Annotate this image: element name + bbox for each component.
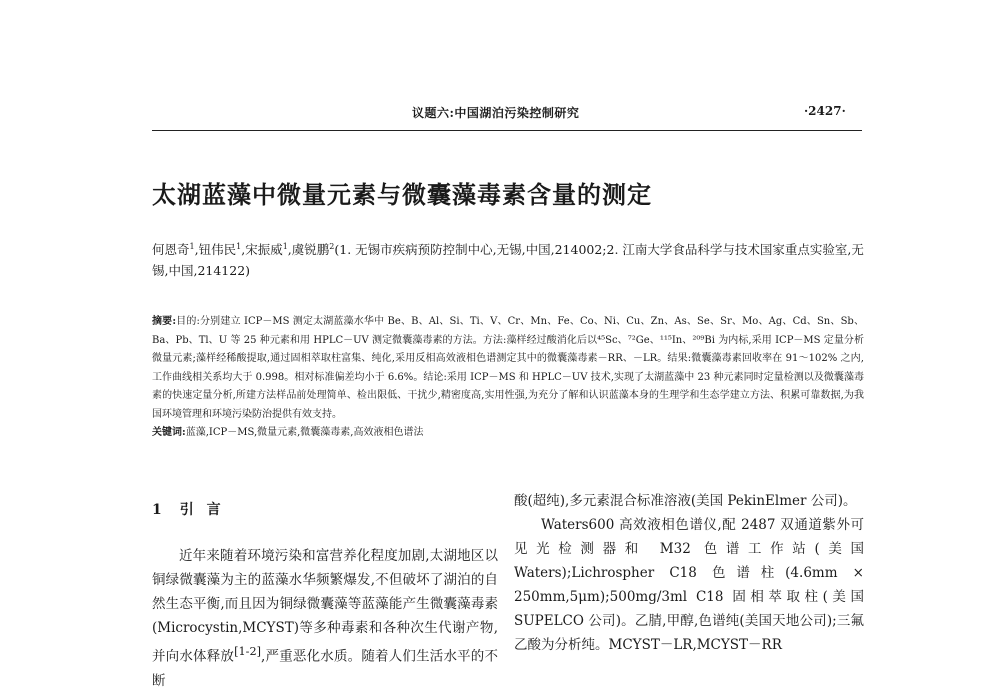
abstract-text: 目的:分别建立 ICP－MS 测定太湖蓝藻水华中 Be、B、Al、Si、Ti、V、Cr、Mn、Fe、Co、Ni、Cu、Zn、As、Se、Sr、Mo、Ag、Cd、Sn、Sb、Ba、Pb、Tl、U 等 25 种元素和用 HPLC－UV 测定微囊藻毒素的方法。方法:藻样经过酸消化后以⁴⁵Sc、⁷²Ge、¹¹⁵In、²⁰⁹Bi 为内标,采用 ICP－MS 定量分析微量元素;藻样经稀酸提取,通过固相萃取柱富集、纯化,采用反相高效液相色谱测定其中的微囊藻毒素－RR、－LR。结果:微囊藻毒素回收率在 91～102% 之内,工作曲线相关系均大于 0.998。相对标准偏差均小于 6.6%。结论:采用 ICP－MS 和 HPLC－UV 技术,实现了太湖蓝藻中 23 种元素同时定量检测以及微囊藻毒素的快速定量分析,所建方法样品前处理简单、检出限低、干扰少,精密度高,实用性强,为充分了解和认识蓝藻本身的生理学和生态学建立方法、积累可靠数据,为我国环境管理和环境污染防治提供有效支持。: [152, 316, 864, 420]
author-name: 钮伟民: [198, 242, 237, 258]
right-column: [514, 489, 864, 657]
citation-reference: [1-2]: [234, 645, 262, 658]
author-affiliation-mark: 2: [329, 242, 335, 251]
header-rule: [152, 130, 862, 131]
intro-paragraph: [152, 544, 498, 693]
page-number: ·2427·: [804, 104, 846, 118]
left-column: [152, 498, 498, 693]
section-number: 1: [152, 502, 166, 518]
keywords-label: 关键词:: [152, 427, 186, 438]
instruments-paragraph: Waters600 高效液相色谱仪,配 2487 双通道紫外可见光检测器和 M32 色谱工作站(美国 Waters);Lichrospher C18 色谱柱(4.6mm × 250mm,5μm);500mg/3ml C18 固相萃取柱(美国 SUPELCO 公司)。乙腈,甲醇,色谱纯(美国天地公司);三氟乙酸为分析纯。MCYST－LR,MCYST－RR: [514, 517, 864, 653]
affiliations: (1. 无锡市疾病预防控制中心,无锡,中国,214002;2. 江南大学食品科学与技术国家重点实验室,无锡,中国,214122): [152, 242, 864, 279]
reagents-paragraph: 酸(超纯),多元素混合标准溶液(美国 PekinElmer 公司)。: [514, 493, 857, 509]
intro-text: 近年来随着环境污染和富营养化程度加剧,太湖地区以铜绿微囊藻为主的蓝藻水华频繁爆发,不但破坏了湖泊的自然生态平衡,而且因为铜绿微囊藻等蓝藻能产生微囊藻毒素(Microcystin,MCYST)等多种毒素和各种次生代谢产物,并向水体释放: [152, 548, 498, 665]
section-heading: [152, 498, 498, 522]
section-title: 引 言: [179, 502, 225, 518]
abstract: [152, 313, 864, 424]
author-affiliation-mark: 1: [236, 242, 242, 251]
abstract-label: 摘要:: [152, 316, 177, 327]
author-name: 宋振威: [245, 242, 283, 258]
abstract-block: [152, 313, 864, 443]
keywords-text: 蓝藻,ICP－MS,微量元素,微囊藻毒素,高效液相色谱法: [185, 427, 424, 438]
author-affiliation-mark: 1: [189, 242, 195, 251]
author-name: 何恩奇: [152, 242, 190, 258]
intro-text-continued: ,严重恶化水质。随着人们生活水平的不断: [152, 648, 498, 689]
article-title: 太湖蓝藻中微量元素与微囊藻毒素含量的测定: [152, 181, 652, 209]
running-header: 议题六:中国湖泊污染控制研究: [412, 106, 580, 120]
author-block: 何恩奇$^1$,钮伟民$^1$,宋振威$^1$,虞锐鹏$^2$(1. 无锡市疾病预防控制中心,无锡,中国,214002;2. 江南大学食品科学与技术国家重点实验室,无锡,中国,214122): [152, 242, 864, 279]
keywords: [152, 424, 864, 443]
author-affiliation-mark: 1: [282, 242, 288, 251]
author-name: 虞锐鹏: [291, 242, 330, 258]
